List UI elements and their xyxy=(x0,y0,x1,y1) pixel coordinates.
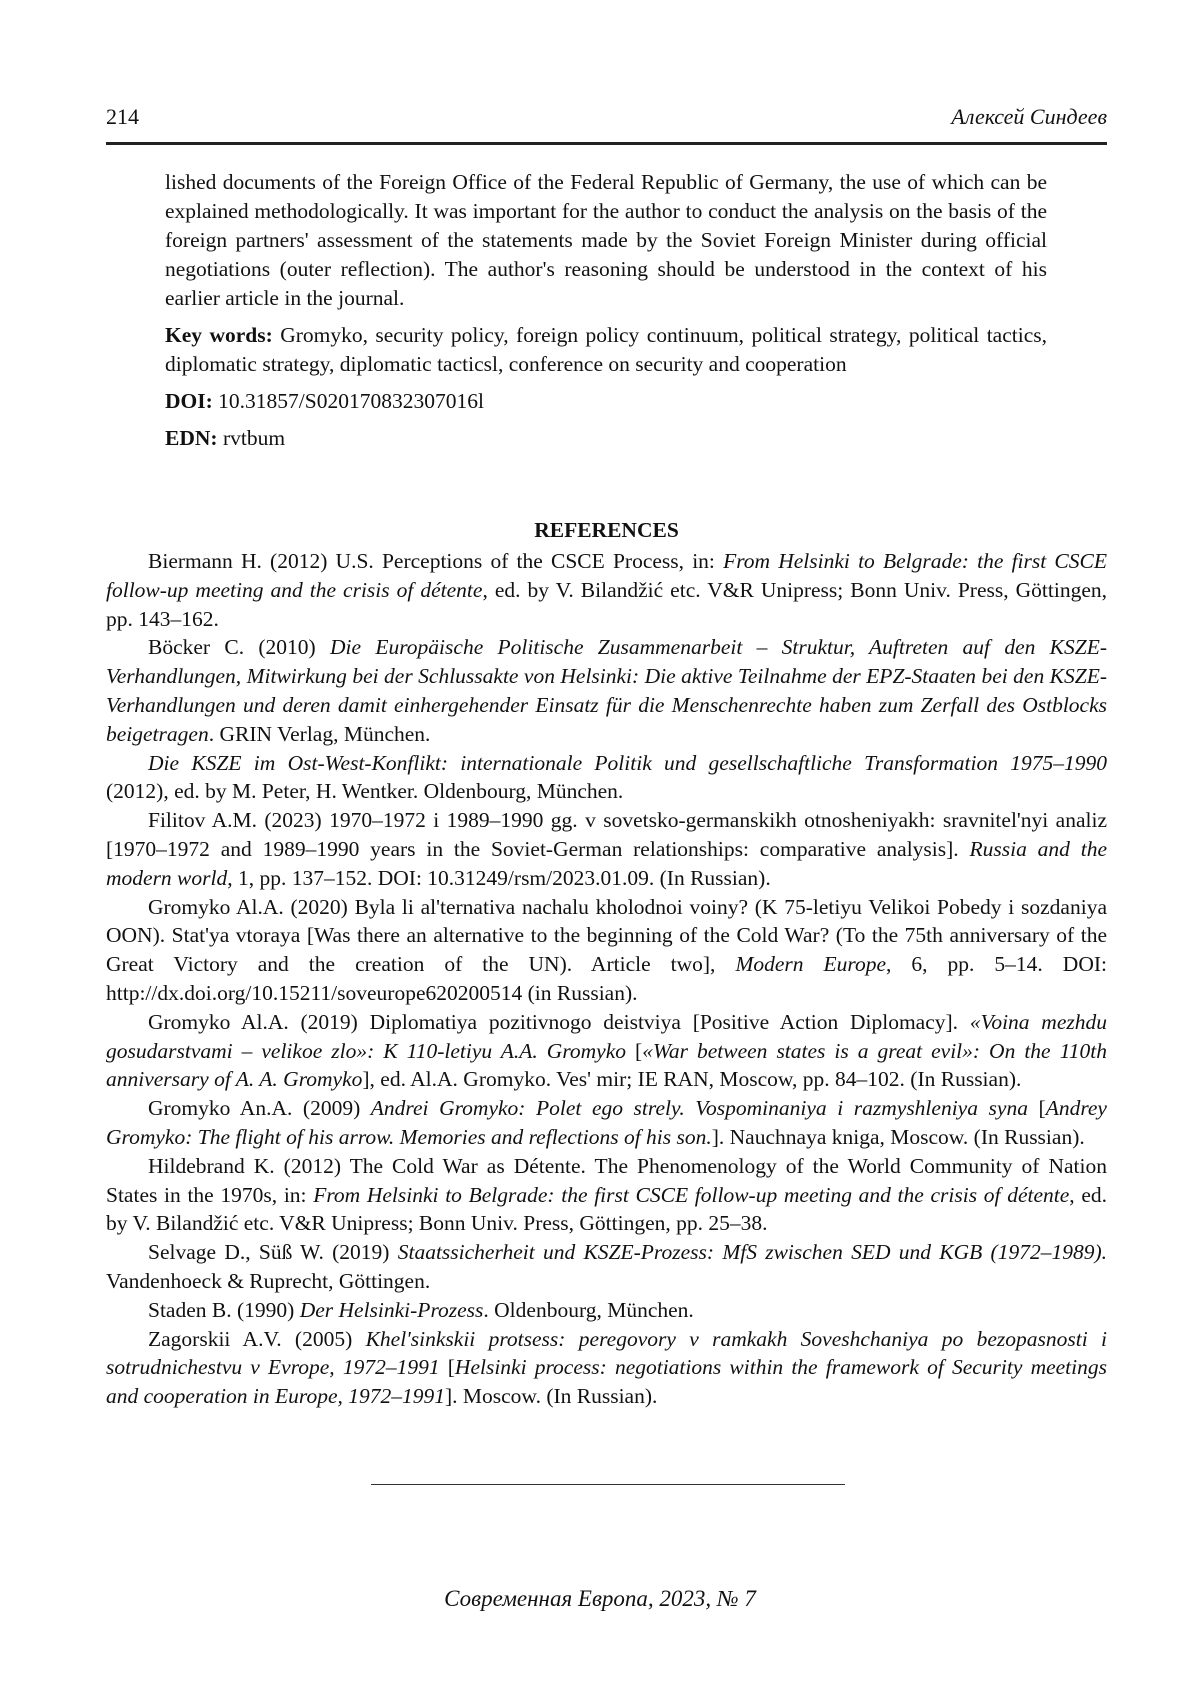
reference-title: Der Helsinki-Prozess xyxy=(299,1297,484,1322)
reference-entry xyxy=(106,1325,1107,1411)
reference-title: Andrey Gromyko: The flight of his arrow. Memories and reflections of his son. xyxy=(106,1096,1107,1149)
reference-title: «War between states is a great evil»: On the 110th anniversary of A. A. Gromyko xyxy=(106,1038,1107,1092)
reference-entry xyxy=(106,1094,1107,1152)
abstract-text: lished documents of the Foreign Office of the Federal Republic of Germany, the use of which can be explained methodologically. It was important for the author to conduct the analysis on the basis of the foreign partners' assessment of the statements made by the Soviet Foreign Minister during official negotiations (outer reflection). The author's reasoning should be understood in the context of his earlier article in the journal. xyxy=(165,170,1047,310)
header-rule xyxy=(106,142,1107,145)
edn xyxy=(165,424,1047,453)
reference-entry xyxy=(106,806,1107,892)
reference-title: Die Europäische Politische Zusammenarbeit – Struktur, Auftreten auf den KSZE-Verhandlungen, Mitwirkung bei der Schlussakte von Helsinki: Die aktive Teilnahme der EPZ-Staaten bei den KSZE-Verhandlungen und deren damit einhergehender Einsatz für die Menschenrechte haben zum Zerfall des Ostblocks beigetragen xyxy=(106,635,1107,746)
reference-title: Staatssicherheit und KSZE-Prozess: MfS zwischen SED und KGB (1972–1989). xyxy=(397,1240,1107,1265)
reference-title: Khel'sinkskii protsess: peregovory v ramkakh Soveshchaniya po bezopasnosti i sotrudnichestvu v Evrope, 1972–1991 xyxy=(106,1326,1107,1380)
reference-text: , 6, pp. 5–14. DOI: http://dx.doi.org/10.15211/soveurope620200514 (in Russian). xyxy=(106,952,1107,1005)
reference-text: Staden B. (1990) xyxy=(148,1297,300,1322)
doi-value: 10.31857/S020170832307016l xyxy=(218,389,484,413)
reference-list xyxy=(106,547,1107,1411)
reference-text: ]. Moscow. (In Russian). xyxy=(445,1384,658,1409)
reference-text: ]. Nauchnaya kniga, Moscow. (In Russian). xyxy=(711,1124,1085,1149)
reference-title: From Helsinki to Belgrade: the first CSCE follow-up meeting and the crisis of détente xyxy=(106,549,1107,602)
reference-entry xyxy=(106,1152,1107,1238)
reference-entry xyxy=(106,1296,1107,1325)
reference-text: . GRIN Verlag, München. xyxy=(208,721,431,746)
separator-line xyxy=(371,1484,845,1485)
reference-text: , ed. by V. Bilandžić etc. V&R Unipress; Bonn Univ. Press, Göttingen, pp. 25–38. xyxy=(106,1182,1107,1236)
reference-title: Helsinki process: negotiations within the framework of Security meetings and cooperation in Europe, 1972–1991 xyxy=(106,1355,1107,1409)
reference-entry xyxy=(106,547,1107,633)
reference-entry xyxy=(106,749,1107,807)
keywords xyxy=(165,321,1047,379)
reference-title: Modern Europe xyxy=(735,952,887,977)
reference-entry xyxy=(106,893,1107,1008)
reference-entry xyxy=(106,1008,1107,1094)
reference-text: [ xyxy=(626,1038,643,1063)
reference-title: From Helsinki to Belgrade: the first CSCE follow-up meeting and the crisis of détente xyxy=(313,1182,1070,1207)
edn-label: EDN: xyxy=(165,426,218,450)
page-number: 214 xyxy=(106,104,139,129)
reference-text: Gromyko Al.A. (2019) Diplomatiya pozitivnogo deistviya [Positive Action Diplomacy]. xyxy=(148,1009,970,1034)
reference-text: Hildebrand K. (2012) The Cold War as Détente. The Phenomenology of the World Community of Nation States in the 1970s, in: xyxy=(106,1153,1107,1207)
reference-text: . Oldenbourg, München. xyxy=(483,1297,694,1322)
reference-title: «Voina mezhdu gosudarstvami – velikoe zlo»: K 110-letiyu A.A. Gromyko xyxy=(106,1009,1107,1063)
reference-text: Selvage D., Süß W. (2019) xyxy=(148,1240,398,1265)
reference-title: Andrei Gromyko: Polet ego strely. Vospominaniya i razmyshleniya syna xyxy=(370,1096,1028,1121)
journal-footer: Современная Европа, 2023, № 7 xyxy=(444,1586,756,1611)
reference-text: [ xyxy=(1027,1096,1046,1121)
reference-text: , ed. by V. Bilandžić etc. V&R Unipress; Bonn Univ. Press, Göttingen, pp. 143–162. xyxy=(106,577,1107,631)
reference-title: Die KSZE im Ost-West-Konflikt: internationale Politik und gesellschaftliche Transformation 1975–1990 xyxy=(148,750,1107,775)
running-header xyxy=(106,104,1107,134)
reference-text: Filitov A.M. (2023) 1970–1972 i 1989–1990 gg. v sovetsko-germanskikh otnosheniyakh: sravnitel'nyi analiz [1970–1972 and 1989–1990 years in the Soviet-German relationships: comparative analysis]. xyxy=(106,808,1107,861)
edn-value: rvtbum xyxy=(222,426,286,450)
doi-label: DOI: xyxy=(165,389,213,413)
reference-text: [ xyxy=(439,1355,455,1380)
abstract-section xyxy=(165,168,1047,461)
reference-text: ], ed. Al.A. Gromyko. Ves' mir; IE RAN, Moscow, pp. 84–102. (In Russian). xyxy=(362,1067,1022,1092)
reference-entry xyxy=(106,1238,1107,1296)
reference-entry xyxy=(106,633,1107,748)
reference-text: Gromyko An.A. (2009) xyxy=(148,1096,371,1121)
reference-text: Zagorskii A.V. (2005) xyxy=(148,1326,366,1351)
doi xyxy=(165,387,1047,416)
references-section xyxy=(106,516,1107,1411)
references-heading: REFERENCES xyxy=(534,518,679,542)
reference-text: (2012), ed. by M. Peter, H. Wentker. Oldenbourg, München. xyxy=(106,779,624,804)
keywords-value: Gromyko, security policy, foreign policy continuum, political strategy, political tactics, diplomatic strategy, diplomatic tacticsl, conference on security and cooperation xyxy=(165,323,1047,376)
reference-text: Böcker C. (2010) xyxy=(148,635,331,660)
keywords-label: Key words: xyxy=(165,323,273,347)
reference-title: Russia and the modern world xyxy=(106,836,1107,890)
reference-text: Gromyko Al.A. (2020) Byla li al'ternativa nachalu kholodnoi voiny? (K 75-letiyu Velikoi Pobedy i sozdaniya OON). Stat'ya vtoraya [Was there an alternative to the beginning of the Cold War? (To the 75th anniversary of the Great Victory and the creation of the UN). Article two], xyxy=(106,894,1107,977)
reference-text: , 1, pp. 137–152. DOI: 10.31249/rsm/2023.01.09. (In Russian). xyxy=(227,865,771,890)
reference-text: Vandenhoeck & Ruprecht, Göttingen. xyxy=(106,1268,431,1293)
reference-text: Biermann H. (2012) U.S. Perceptions of the CSCE Process, in: xyxy=(148,549,724,573)
running-author: Алексей Синдеев xyxy=(951,104,1107,129)
